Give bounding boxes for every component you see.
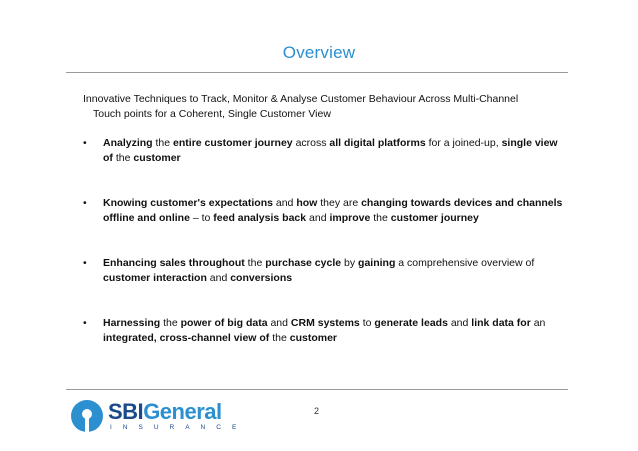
bullet-text: the [160, 317, 181, 329]
sbi-general-logo [70, 396, 248, 436]
logo-brand-light: General [143, 399, 222, 424]
bullet-bold-text: customer [289, 332, 337, 344]
bullet-text: the [269, 332, 290, 344]
bullet-text: the [244, 257, 266, 269]
bullet-bold-text: CRM systems [290, 317, 360, 329]
bullet-bold-text: customer journey [390, 212, 479, 224]
bullet-bold-text: integrated, cross-channel view of [103, 332, 270, 344]
bullet-bold-text: changing towards devices and channels offline and online [103, 197, 563, 224]
bullet-text: by [341, 257, 359, 269]
bullet-bold-text: feed analysis back [213, 212, 307, 224]
top-divider [66, 72, 568, 73]
bullet-bold-text: improve [329, 212, 371, 224]
bullet-bold-text: Analyzing [103, 137, 153, 149]
bullet-bold-text: gaining [358, 257, 396, 269]
bullet-item [83, 256, 563, 286]
bullet-list [83, 136, 563, 376]
bullet-marker: • [83, 197, 87, 209]
bullet-text: across [292, 137, 330, 149]
bullet-text: and [206, 272, 231, 284]
bullet-text: they are [317, 197, 362, 209]
logo-subtitle: INSURANCE [110, 424, 248, 431]
bullet-bold-text: entire customer journey [173, 137, 293, 149]
bullet-bold-text: Knowing customer's expectations [103, 197, 273, 209]
bullet-bold-text: generate leads [374, 317, 448, 329]
bullet-bold-text: customer [133, 152, 181, 164]
intro-text [83, 92, 563, 122]
bullet-text: and [447, 317, 472, 329]
bullet-item [83, 196, 563, 226]
bullet-bold-text: single view of [103, 137, 558, 164]
sbi-keyhole-icon [70, 399, 104, 433]
bottom-divider [66, 389, 568, 390]
bullet-text: and [267, 317, 291, 329]
bullet-marker: • [83, 317, 87, 329]
bullet-bold-text: power of big data [180, 317, 268, 329]
bullet-item [83, 316, 563, 346]
bullet-text: a comprehensive overview of [395, 257, 535, 269]
bullet-text: the [152, 137, 174, 149]
bullet-bold-text: Harnessing [103, 317, 161, 329]
bullet-bold-text: Enhancing sales throughout [103, 257, 245, 269]
bullet-bold-text: customer interaction [103, 272, 207, 284]
slide-title: Overview [282, 43, 356, 62]
intro-line-1: Innovative Techniques to Track, Monitor & Analyse Customer Behaviour Across Multi-Channel [83, 93, 519, 105]
intro-line-2: Touch points for a Coherent, Single Customer View [93, 108, 331, 120]
bullet-text: the [370, 212, 391, 224]
bullet-item [83, 136, 563, 166]
bullet-text: an [530, 317, 546, 329]
bullet-text: and [306, 212, 330, 224]
logo-brand-dark: SBI [108, 399, 144, 424]
logo-wordmark [108, 399, 222, 425]
bullet-text: to [359, 317, 375, 329]
bullet-text: – to [189, 212, 214, 224]
bullet-bold-text: all digital platforms [329, 137, 426, 149]
bullet-marker: • [83, 137, 87, 149]
bullet-bold-text: how [296, 197, 318, 209]
bullet-marker: • [83, 257, 87, 269]
bullet-text: and [272, 197, 297, 209]
bullet-text: the [112, 152, 134, 164]
bullet-bold-text: link data for [471, 317, 531, 329]
bullet-bold-text: purchase cycle [265, 257, 342, 269]
bullet-text: for a joined-up, [425, 137, 502, 149]
page-number: 2 [314, 406, 320, 416]
bullet-bold-text: conversions [230, 272, 293, 284]
